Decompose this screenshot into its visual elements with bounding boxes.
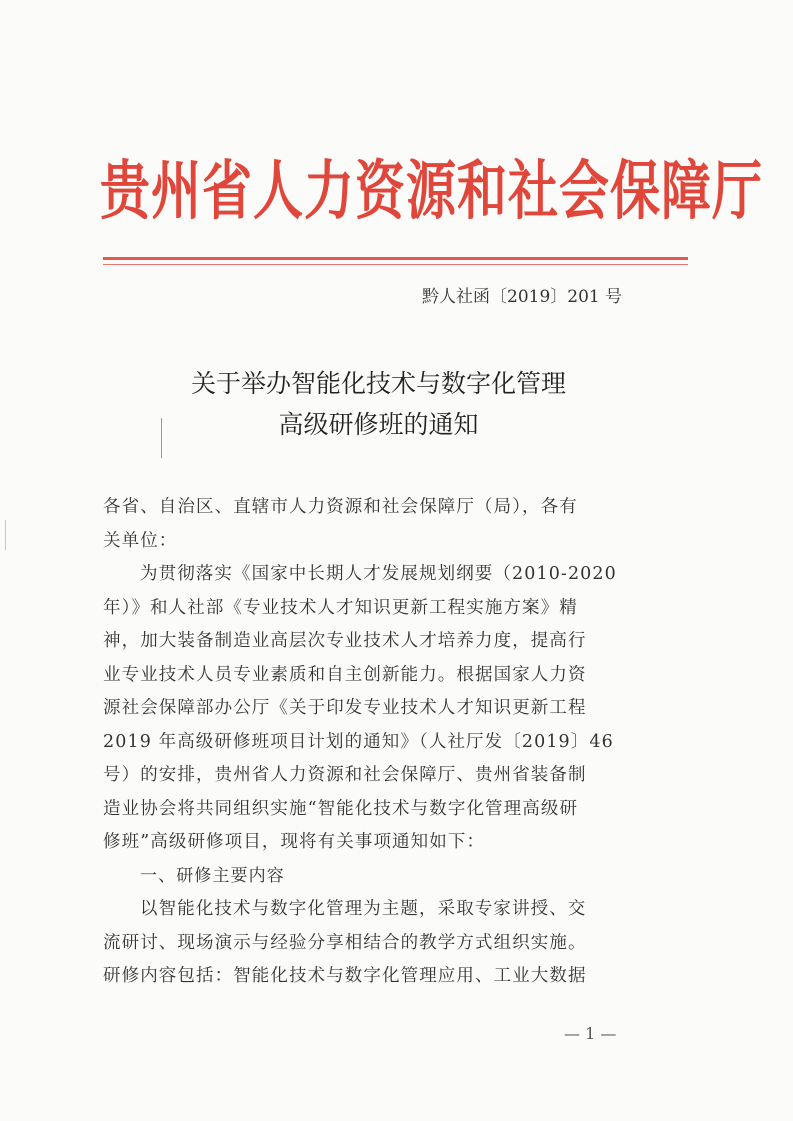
body-line: 各省、自治区、直辖市人力资源和社会保障厅（局），各有 (103, 497, 578, 517)
body-line: 号）的安排，贵州省人力资源和社会保障厅、贵州省装备制 (103, 765, 587, 785)
scan-mark (161, 418, 162, 458)
body-text (103, 491, 673, 994)
body-line: 流研讨、现场演示与经验分享相结合的教学方式组织实施。 (103, 932, 587, 953)
body-line: 以智能化技术与数字化管理为主题，采取专家讲授、交 (140, 899, 587, 919)
page-number: — 1 — (564, 1024, 617, 1043)
red-rule-thin (103, 264, 688, 265)
body-line: 关单位： (103, 530, 178, 551)
body-line: 2019 年高级研修班项目计划的通知》（人社厅发〔2019〕46 (103, 731, 614, 752)
body-line: 业专业技术人员专业素质和自主创新能力。根据国家人力资 (103, 664, 587, 685)
scan-mark (5, 520, 6, 550)
body-line: 神，加大装备制造业高层次专业技术人才培养力度，提高行 (103, 631, 587, 651)
body-line: 年）》和人社部《专业技术人才知识更新工程实施方案》精 (103, 597, 578, 618)
body-line: 研修内容包括：智能化技术与数字化管理应用、工业大数据 (103, 966, 587, 986)
section-heading: 一、研修主要内容 (140, 865, 285, 886)
agency-header: 贵州省人力资源和社会保障厅 (100, 154, 763, 229)
body-line: 为贯彻落实《国家中长期人才发展规划纲要（2010-2020 (140, 564, 617, 584)
document-title-line-2: 高级研修班的通知 (278, 410, 479, 439)
body-line: 修班”高级研修项目，现将有关事项通知如下： (103, 832, 486, 852)
body-line: 源社会保障部办公厅《关于印发专业技术人才知识更新工程 (103, 698, 587, 718)
document-number: 黔人社函〔2019〕201 号 (422, 287, 623, 307)
document-title-line-1: 关于举办智能化技术与数字化管理 (190, 369, 566, 398)
red-rule-thick (103, 257, 688, 260)
body-line: 造业协会将共同组织实施“智能化技术与数字化管理高级研 (103, 798, 579, 819)
